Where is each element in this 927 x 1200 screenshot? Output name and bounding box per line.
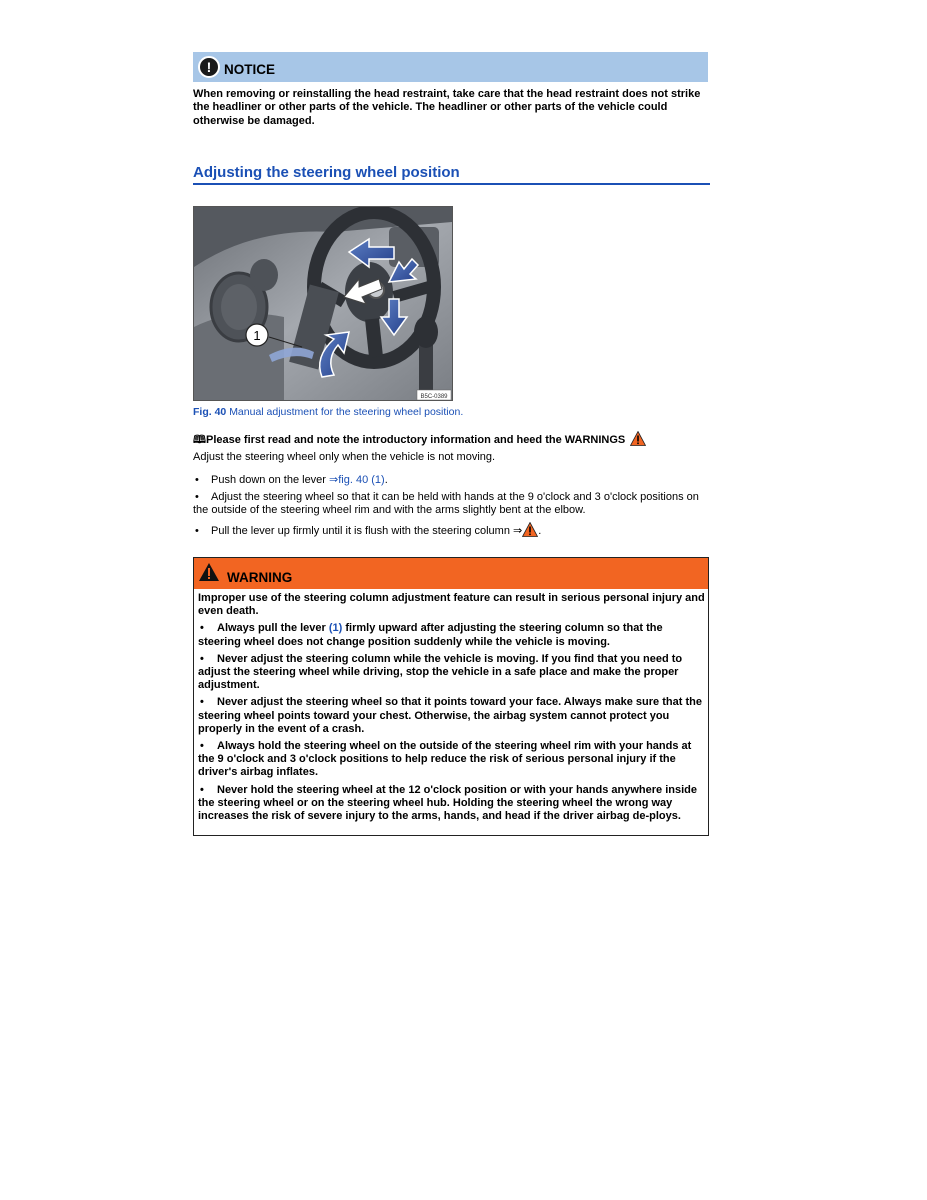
warning-triangle-icon [198,562,220,582]
figure-link[interactable]: ⇒fig. 40 (1) [329,474,385,486]
warning-body [198,592,706,827]
warning-item: • Always pull the lever (1) firmly upward after adjusting the steering column so that the steering wheel does not change position suddenly while the vehicle is moving. [198,622,663,648]
step-item: • Push down on the lever ⇒fig. 40 (1). [195,474,388,486]
steering-wheel-figure [193,206,453,401]
warning-header [194,558,708,589]
book-icon: 🕮 [193,434,206,446]
figure-caption-label: Fig. 40 [193,406,227,418]
step-text: Pull the lever up firmly until it is flush with the steering column ⇒ [211,525,523,537]
warning-triangle-icon[interactable] [522,522,538,537]
warning-title: WARNING [227,570,293,585]
heading-rule [193,183,710,185]
step-item: • Adjust the steering wheel so that it can be held with hands at the 9 o'clock and 3 o'clock positions on the outside of the steering wheel rim and with the arms slightly bent at the elbow. [193,491,699,517]
notice-title: NOTICE [224,62,276,77]
figure-caption [193,406,463,418]
warning-item: • Always hold the steering wheel on the outside of the steering wheel rim with your hands at the 9 o'clock and 3 o'clock positions to help reduce the risk of serious personal injury if the driver's airbag inflates. [198,740,692,779]
step-text: Adjust the steering wheel so that it can be held with hands at the 9 o'clock and 3 o'clock positions on the outside of the steering wheel rim and with the arms slightly bent at the elbow. [193,491,699,517]
notice-text: When removing or reinstalling the head restraint, take care that the head restraint does not strike the headliner or other parts of the vehicle. The headliner or other parts of the vehicle could otherwise be damaged. [193,88,701,127]
exclamation-circle-icon: ! [198,56,220,78]
notice-header [193,52,708,82]
figure-callout-1: 1 [253,328,261,343]
warning-intro: Improper use of the steering column adjustment feature can result in serious personal injury and even death. [198,592,705,618]
read-first-note [193,431,646,450]
figure-code: B5C-0389 [420,394,448,400]
step-text: Push down on the lever [211,474,330,486]
warning-item: • Never hold the steering wheel at the 12 o'clock position or with your hands anywhere inside the steering wheel or on the steering wheel hub. Holding the steering wheel the wrong way increases the risk of severe injury to the arms, hands, and head if the driver airbag de-ploys. [198,783,697,823]
warning-item: • Never adjust the steering column while the vehicle is moving. If you find that you need to adjust the steering wheel while driving, stop the vehicle in a safe place and make the proper adjustment. [198,652,683,692]
warning-item: • Never adjust the steering wheel so that it points toward your face. Always make sure that the steering wheel points toward your chest. Otherwise, the airbag system cannot protect you properly in the event of a crash. [198,696,702,735]
lever-link[interactable]: (1) [328,622,343,635]
section-heading: Adjusting the steering wheel position [193,164,460,181]
warning-box [193,557,709,836]
figure-caption-text: Manual adjustment for the steering wheel position. [229,406,464,418]
step-item: • Pull the lever up firmly until it is flush with the steering column ⇒ . [193,522,713,538]
warning-triangle-icon [630,431,646,446]
read-first-text: Please first read and note the introductory information and heed the WARNINGS [205,434,626,446]
adjust-note: Adjust the steering wheel only when the vehicle is not moving. [193,451,496,463]
